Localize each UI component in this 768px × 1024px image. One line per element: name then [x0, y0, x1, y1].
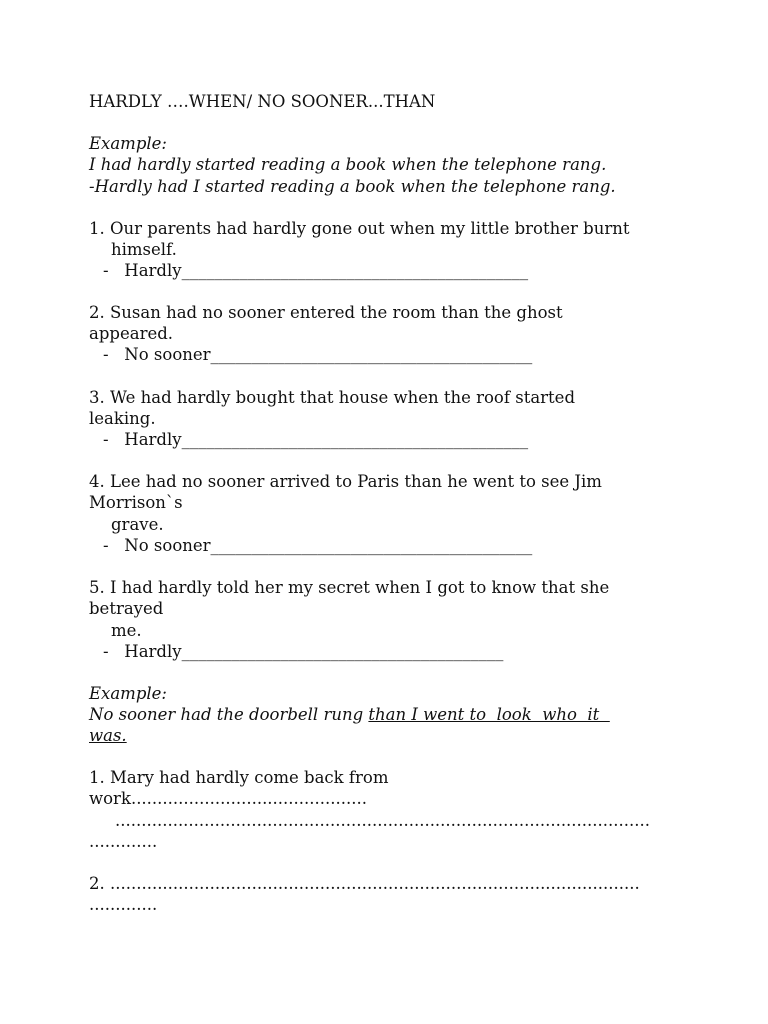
example-rewrite: -Hardly had I started reading a book when the telephone rang.: [89, 177, 616, 196]
exercise-1-sentence-cont: work.............................................: [89, 789, 367, 808]
worksheet-title: HARDLY ….WHEN/ NO SOONER...THAN: [89, 92, 436, 111]
exercise-2-answer-line: 2. .....................................................................................................: [89, 874, 640, 893]
item-1-sentence: 1. Our parents had hardly gone out when my little brother burnt: [89, 219, 630, 238]
exercise-1-answer-line-cont: .............: [89, 832, 158, 851]
example-2-label: Example:: [89, 684, 167, 703]
example-2-sentence-end: was.: [89, 726, 127, 745]
example-2-sentence-start: No sooner had the doorbell rung: [89, 705, 369, 724]
item-3-sentence-cont: leaking.: [89, 409, 156, 428]
exercise-2-answer-line-cont: .............: [89, 895, 158, 914]
item-4-sentence: 4. Lee had no sooner arrived to Paris than he went to see Jim: [89, 472, 602, 491]
item-2-sentence: 2. Susan had no sooner entered the room than the ghost: [89, 303, 563, 322]
exercise-1-answer-line: ......................................................................................................: [115, 811, 650, 830]
item-2-answer-line: - No sooner_______________________________________: [103, 345, 533, 364]
example-label: Example:: [89, 134, 167, 153]
exercise-1-sentence: 1. Mary had hardly come back from: [89, 768, 389, 787]
item-3-sentence: 3. We had hardly bought that house when the roof started: [89, 388, 576, 407]
item-5-sentence: 5. I had hardly told her my secret when I got to know that she: [89, 578, 610, 597]
item-4-answer-line: - No sooner_______________________________________: [103, 536, 533, 555]
example-2-sentence-underlined: than I went to look who it: [368, 705, 610, 724]
item-4-sentence-cont: Morrison`s: [89, 493, 183, 512]
example-sentence: I had hardly started reading a book when the telephone rang.: [89, 155, 607, 174]
item-3-answer-line: - Hardly__________________________________________: [103, 430, 529, 449]
item-5-answer-line: - Hardly_______________________________________: [103, 642, 504, 661]
item-5-sentence-end: me.: [111, 621, 142, 640]
item-5-sentence-cont: betrayed: [89, 599, 164, 618]
example-2-sentence: [89, 704, 610, 726]
item-4-sentence-end: grave.: [111, 515, 164, 534]
item-2-sentence-cont: appeared.: [89, 324, 174, 343]
item-1-answer-line: - Hardly__________________________________________: [103, 261, 529, 280]
item-1-sentence-cont: himself.: [111, 240, 177, 259]
